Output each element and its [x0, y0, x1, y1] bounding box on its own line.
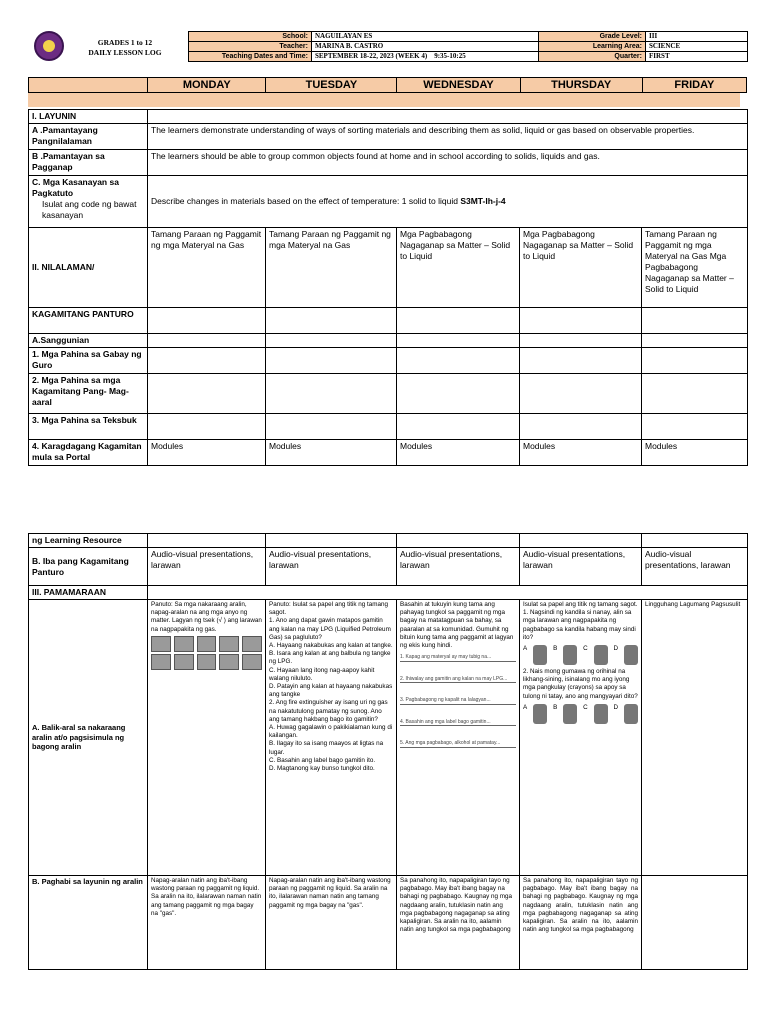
empty-cell [642, 414, 748, 440]
iba-tuesday: Audio-visual presentations, larawan [266, 548, 397, 586]
picture-thumbnail [197, 654, 217, 670]
empty-cell [642, 334, 748, 348]
empty-cell [520, 348, 642, 374]
day-wednesday: WEDNESDAY [397, 78, 520, 92]
candle-picture [563, 645, 577, 665]
empty-cell [642, 308, 748, 334]
exercise-item: 3. Pagbabagong ng kapalit na lalagyan... [400, 697, 516, 705]
iba-friday: Audio-visual presentations, larawan [642, 548, 748, 586]
choice-d-label: D [613, 645, 619, 653]
empty-cell [266, 534, 397, 548]
empty-cell [642, 348, 748, 374]
empty-cell [148, 348, 266, 374]
balik-aral-thursday-cell [520, 600, 642, 876]
candle-picture [594, 645, 608, 665]
balik-aral-thursday-q2: 2. Nais mong gumawa ng orihinal na likhang-sining, isinalang mo ang iyong mga pangkulay (crayons) sa apoy sa tulong ni tatay, ano ang mangyayari dito? [523, 668, 638, 700]
empty-cell [642, 374, 748, 414]
dates-value: SEPTEMBER 18-22, 2023 (WEEK 4) 9:35-10:25 [312, 52, 539, 62]
quarter-label: Quarter: [539, 52, 646, 62]
teksbuk-label: 3. Mga Pahina sa Teksbuk [29, 414, 148, 440]
paghabi-wednesday: Sa panahong ito, napapaligiran tayo ng pagbabago. May iba't ibang bagay na bahagi ng pagbabago. Kaugnay ng mga nagdaang aralin, tutuklasin natin ang mga pagbabagong nagaganap sa ating kapaligiran. Sa aralin na ito, aalamin natin ang tungkol sa mga pagbabagong [397, 876, 520, 970]
empty-cell [520, 534, 642, 548]
empty-cell [642, 534, 748, 548]
choice-b-label: B [553, 703, 558, 711]
iba-monday: Audio-visual presentations, larawan [148, 548, 266, 586]
choice-c-label: C [583, 703, 588, 711]
empty-cell [520, 374, 642, 414]
empty-cell [397, 414, 520, 440]
portal-friday: Modules [642, 440, 748, 466]
deped-seal-logo [34, 31, 64, 61]
paghabi-label: B. Paghabi sa layunin ng aralin [29, 876, 148, 970]
empty-cell [266, 374, 397, 414]
day-tuesday: TUESDAY [266, 78, 397, 92]
school-label: School: [189, 32, 312, 42]
nilalaman-friday: Tamang Paraan ng Paggamit ng mga Materyal na Gas Mga Pagbabagong Nagaganap sa Matter – Solid to Liquid [642, 228, 748, 308]
kasanayan-code: S3MT-Ih-j-4 [460, 196, 506, 206]
objectives-table [28, 109, 748, 466]
dates-label: Teaching Dates and Time: [189, 52, 312, 62]
learning-area-value: SCIENCE [646, 42, 748, 52]
candle-picture [624, 645, 638, 665]
picture-thumbnail [197, 636, 217, 652]
choice-c-label: C [583, 645, 588, 653]
gabay-guro-label: 1. Mga Pahina sa Gabay ng Guro [29, 348, 148, 374]
pamamaraan-label: III. PAMAMARAAN [29, 586, 148, 600]
teacher-label: Teacher: [189, 42, 312, 52]
sanggunian-label: A.Sanggunian [29, 334, 148, 348]
balik-aral-wednesday: Basahin at tukuyin kung tama ang pahayag tungkol sa paggamit ng mga bagay na matatagpuan sa bahay, sa paaralan at sa komunidad. Gumuhit ng bituin kung tama ang paggamit at lagyan ng ekis kung hindi. [400, 601, 514, 650]
empty-cell [397, 308, 520, 334]
kagamitang-mag-aaral-label: 2. Mga Pahina sa mga Kagamitang Pang- Mag-aaral [29, 374, 148, 414]
procedures-table [28, 533, 748, 970]
layunin-blank [148, 110, 748, 124]
gas-picture-row-2 [151, 654, 262, 670]
balik-aral-friday: Lingguhang Lagumang Pagsusulit [642, 600, 748, 876]
nilalaman-label: II. NILALAMAN/ [29, 228, 148, 308]
weekday-header [28, 77, 747, 93]
portal-thursday: Modules [520, 440, 642, 466]
candle-pictures [523, 645, 638, 665]
exercise-item: 2. Ihiwalay ang gamitin ang kalan na may LPG... [400, 676, 516, 684]
pamantayang-pangnilalaman-text: The learners demonstrate understanding of ways of sorting materials and describing them as solid, liquid or gas based on observable properties. [148, 124, 748, 150]
kasanayan-label-cell [29, 176, 148, 228]
header-stripe [28, 93, 740, 107]
choice-b-label: B [553, 645, 558, 653]
picture-thumbnail [174, 636, 194, 652]
crayon-picture [533, 704, 547, 724]
layunin-label: I. LAYUNIN [29, 110, 148, 124]
portal-monday: Modules [148, 440, 266, 466]
empty-cell [266, 308, 397, 334]
teacher-value: MARINA B. CASTRO [312, 42, 539, 52]
learning-area-label: Learning Area: [539, 42, 646, 52]
picture-thumbnail [151, 636, 171, 652]
balik-aral-label: A. Balik-aral sa nakaraang aralin at/o pagsisimula ng bagong aralin [29, 600, 148, 876]
crayon-picture [563, 704, 577, 724]
title-line-1: GRADES 1 to 12 [97, 38, 153, 47]
empty-cell [266, 414, 397, 440]
kasanayan-text-cell [148, 176, 748, 228]
portal-tuesday: Modules [266, 440, 397, 466]
exercise-item: 5. Ang mga pagbabago, alkohol at pamatay... [400, 740, 516, 748]
learning-resource-label: ng Learning Resource [29, 534, 148, 548]
picture-thumbnail [242, 654, 262, 670]
kasanayan-sub: Isulat ang code ng bawat kasanayan [42, 199, 137, 220]
exercise-item: 4. Basahin ang mga label bago gamitin... [400, 719, 516, 727]
empty-cell [397, 534, 520, 548]
balik-aral-monday-cell [148, 600, 266, 876]
crayon-picture [624, 704, 638, 724]
iba-thursday: Audio-visual presentations, larawan [520, 548, 642, 586]
balik-aral-thursday-q1: Isulat sa papel ang titik ng tamang sagot. 1. Nagsindi ng kandila si nanay, alin sa mga larawan ang nagpapakita ng pagbabago sa kandila habang may sindi ito? [523, 601, 638, 641]
kasanayan-text: Describe changes in materials based on the effect of temperature: 1 solid to liquid [151, 196, 461, 206]
document-title [64, 38, 186, 58]
crayon-pictures [523, 704, 638, 724]
kagamitang-panturo-label: KAGAMITANG PANTURO [29, 308, 148, 334]
grade-level-value: III [646, 32, 748, 42]
empty-cell [148, 414, 266, 440]
empty-cell [266, 334, 397, 348]
picture-thumbnail [242, 636, 262, 652]
quarter-value: FIRST [646, 52, 748, 62]
nilalaman-wednesday: Mga Pagbabagong Nagaganap sa Matter – Solid to Liquid [397, 228, 520, 308]
picture-thumbnail [151, 654, 171, 670]
paghabi-tuesday: Napag-aralan natin ang iba't-ibang wastong paraan ng paggamit ng liquid. Sa aralin na ito, ilalarawan naman natin ang tamang paggamit ng mga bagay na "gas". [266, 876, 397, 970]
nilalaman-thursday: Mga Pagbabagong Nagaganap sa Matter – Solid to Liquid [520, 228, 642, 308]
exercise-item: 1. Kapag ang materyal ay may tubig na... [400, 654, 516, 662]
portal-label: 4. Karagdagang Kagamitan mula sa Portal [29, 440, 148, 466]
grade-level-label: Grade Level: [539, 32, 646, 42]
pamantayan-pagganap-text: The learners should be able to group common objects found at home and in school according to solids, liquids and gas. [148, 150, 748, 176]
empty-cell [397, 334, 520, 348]
empty-cell [148, 374, 266, 414]
balik-aral-tuesday: Panuto: Isulat sa papel ang titik ng tamang sagot. 1. Ano ang dapat gawin matapos gamitin ang kalan na may LPG (Liquified Petroleum Gas) sa pagluluto? A. Hayaang nakabukas ang kalan at tangke. B. Isara ang kalan at ang balbula ng tangke ng LPG. C. Hayaan lang itong nag-aapoy kahit walang niluluto. D. Patayin ang kalan at hayaang nakabukas ang tangke 2. Ang fire extinguisher ay isang uri ng gas na nakatutulong pamatay ng sunog. Ano ang tamang hakbang bago ito gamitin? A. Huwag gagalawin o pakikialaman kung di kailangan. B. Ilagay ito sa isang maayos at ligtas na lugar. C. Basahin ang label bago gamitin ito. D. Magtanong kay bunso tungkol dito. [266, 600, 397, 876]
portal-wednesday: Modules [397, 440, 520, 466]
day-thursday: THURSDAY [521, 78, 643, 92]
empty-cell [397, 348, 520, 374]
balik-aral-wednesday-cell [397, 600, 520, 876]
header-info-table [188, 31, 748, 62]
iba-pang-kagamitan-label: B. Iba pang Kagamitang Panturo [29, 548, 148, 586]
pamamaraan-blank [148, 586, 748, 600]
empty-cell [520, 308, 642, 334]
day-header-blank [29, 78, 148, 92]
kasanayan-label: C. Mga Kasanayan sa Pagkatuto [32, 177, 119, 198]
candle-picture [533, 645, 547, 665]
day-monday: MONDAY [148, 78, 266, 92]
picture-thumbnail [219, 636, 239, 652]
empty-cell [266, 348, 397, 374]
empty-cell [148, 308, 266, 334]
empty-cell [520, 334, 642, 348]
iba-wednesday: Audio-visual presentations, larawan [397, 548, 520, 586]
picture-thumbnail [174, 654, 194, 670]
empty-cell [397, 374, 520, 414]
gas-picture-row-1 [151, 636, 262, 652]
empty-cell [642, 876, 748, 970]
empty-cell [148, 534, 266, 548]
empty-cell [148, 334, 266, 348]
school-value: NAGUILAYAN ES [312, 32, 539, 42]
pamantayang-pangnilalaman-label: A .Pamantayang Pangnilalaman [29, 124, 148, 150]
pamantayan-pagganap-label: B .Pamantayan sa Pagganap [29, 150, 148, 176]
empty-cell [520, 414, 642, 440]
choice-a-label: A [523, 645, 528, 653]
picture-thumbnail [219, 654, 239, 670]
paghabi-thursday: Sa panahong ito, napapaligiran tayo ng pagbabago. May iba't ibang bagay na bahagi ng pagbabago. Kaugnay ng mga nagdaang aralin, tutuklasin natin ang mga pagbabagong nagaganap sa ating kapaligiran. Sa aralin na ito, aalamin natin ang tungkol sa mga pagbabagong [520, 876, 642, 970]
choice-a-label: A [523, 703, 528, 711]
nilalaman-monday: Tamang Paraan ng Paggamit ng mga Materyal na Gas [148, 228, 266, 308]
choice-d-label: D [613, 703, 619, 711]
balik-aral-monday: Panuto: Sa mga nakaraang aralin, napag-aralan na ang mga anyo ng matter. Lagyan ng tsek (√ ) ang larawan na nagpapakita ng gas. [151, 601, 262, 633]
title-line-2: DAILY LESSON LOG [88, 48, 162, 57]
crayon-picture [594, 704, 608, 724]
paghabi-monday: Napag-aralan natin ang iba't-ibang wastong paraan ng paggamit ng liquid. Sa aralin na ito, ilalarawan naman natin ang tamang paggamit ng mga bagay na "gas". [148, 876, 266, 970]
nilalaman-tuesday: Tamang Paraan ng Paggamit ng mga Materyal na Gas [266, 228, 397, 308]
day-friday: FRIDAY [674, 79, 715, 91]
